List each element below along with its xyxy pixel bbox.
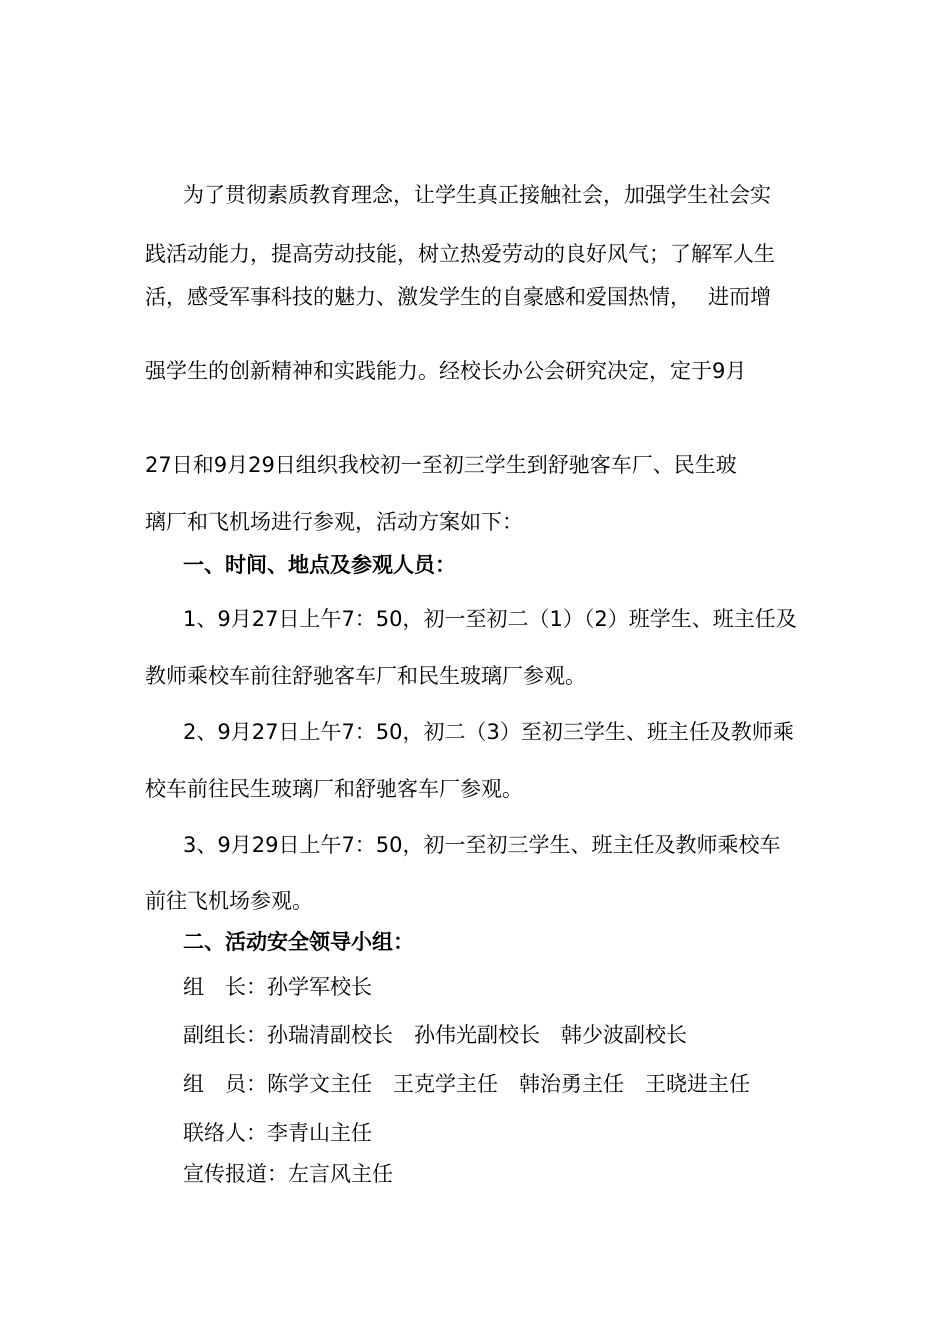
member-deputy-leaders: 副组长：孙瑞清副校长 孙伟光副校长 韩少波副校长 [183, 1023, 687, 1047]
intro-line-4: 强学生的创新精神和实践能力。经校长办公会研究决定，定于9月 [145, 359, 747, 383]
section-2-heading: 二、活动安全领导小组： [183, 930, 414, 954]
item-1-line-2: 教师乘校车前往舒驰客车厂和民生玻璃厂参观。 [145, 664, 586, 688]
item-3-line-2: 前往飞机场参观。 [145, 889, 313, 913]
intro-line-2: 践活动能力，提高劳动技能，树立热爱劳动的良好风气；了解军人生 [145, 242, 775, 266]
item-2-line-1: 2、9月27日上午7：50，初二（3）至初三学生、班主任及教师乘 [183, 720, 794, 744]
member-leader: 组 长：孙学军校长 [183, 975, 372, 999]
intro-line-5: 27日和9月29日组织我校初一至初三学生到舒驰客车厂、民生玻 [145, 453, 737, 477]
member-team-members: 组 员：陈学文主任 王克学主任 韩治勇主任 王晓进主任 [183, 1072, 750, 1096]
intro-line-3: 活，感受军事科技的魅力、激发学生的自豪感和爱国热情， 进而增 [145, 285, 772, 309]
member-publicity: 宣传报道：左言风主任 [183, 1162, 393, 1186]
item-2-line-2: 校车前往民生玻璃厂和舒驰客车厂参观。 [145, 777, 523, 801]
item-3-line-1: 3、9月29日上午7：50，初一至初三学生、班主任及教师乘校车 [183, 833, 781, 857]
member-liaison: 联络人：李青山主任 [183, 1121, 372, 1145]
intro-line-1: 为了贯彻素质教育理念，让学生真正接触社会，加强学生社会实 [183, 183, 771, 207]
item-1-line-1: 1、9月27日上午7：50，初一至初二（1）（2）班学生、班主任及 [183, 607, 797, 631]
section-1-heading: 一、时间、地点及参观人员： [183, 553, 456, 577]
intro-line-6: 璃厂和飞机场进行参观，活动方案如下： [145, 510, 523, 534]
